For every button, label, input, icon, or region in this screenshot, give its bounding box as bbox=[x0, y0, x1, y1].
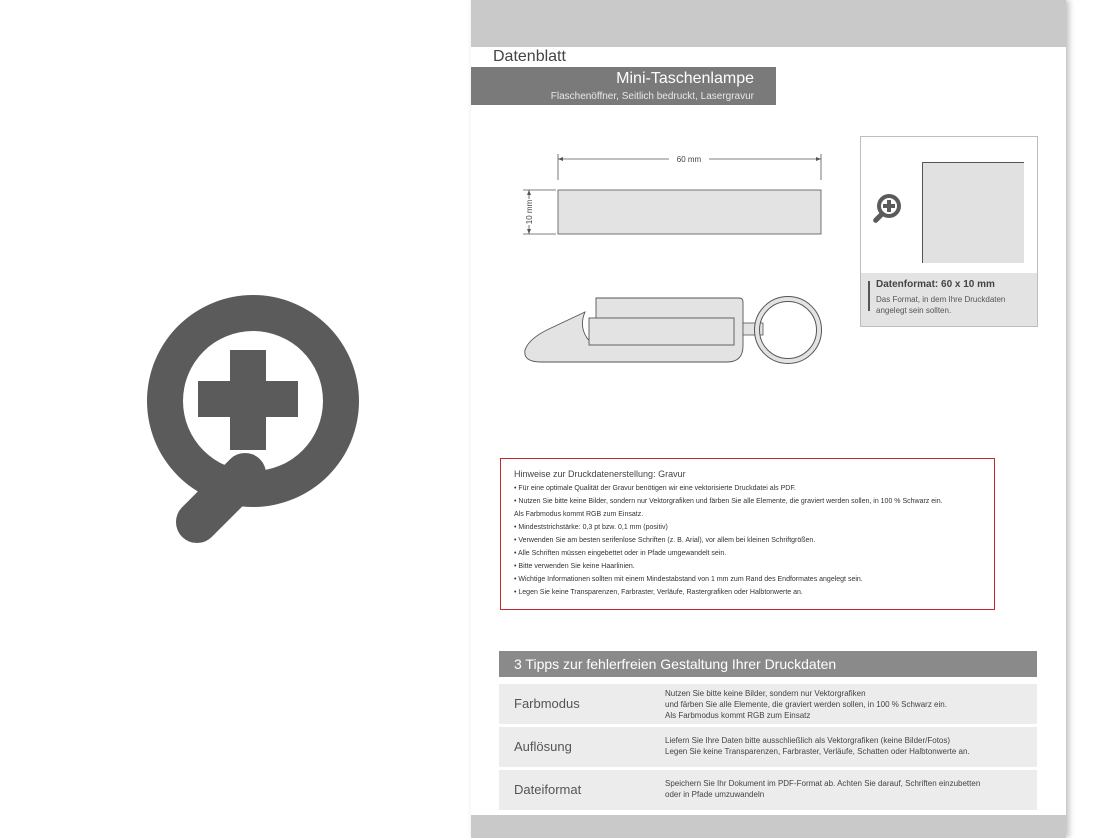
product-subtitle: Flaschenöffner, Seitlich bedruckt, Lasergravur bbox=[550, 91, 754, 102]
tip-label: Auflösung bbox=[514, 739, 572, 754]
format-preview-rect bbox=[922, 162, 1024, 263]
format-description: Das Format, in dem Ihre Druckdaten angelegt sein sollten. bbox=[876, 295, 1006, 315]
height-dimension-label: 10 mm bbox=[525, 199, 534, 225]
product-title: Mini-Taschenlampe bbox=[616, 70, 754, 87]
tip-row-farbmodus bbox=[499, 684, 1037, 724]
data-format-box bbox=[860, 136, 1038, 327]
product-drawing bbox=[521, 150, 851, 380]
hint-item: • Alle Schriften müssen eingebettet oder in Pfade umgewandelt sein. bbox=[514, 550, 727, 557]
format-title: Datenformat: 60 x 10 mm bbox=[876, 279, 995, 290]
hints-title: Hinweise zur Druckdatenerstellung: Gravur bbox=[514, 469, 686, 479]
hint-item: • Nutzen Sie bitte keine Bilder, sondern nur Vektorgrafiken und färben Sie alle Elemente, die graviert werden sollen, in 100 % Schwarz ein. bbox=[514, 498, 943, 505]
tip-row-aufloesung bbox=[499, 727, 1037, 767]
engraving-hints-box bbox=[500, 458, 995, 610]
hint-item: • Für eine optimale Qualität der Gravur benötigen wir eine vektorisierte Druckdatei als PDF. bbox=[514, 485, 796, 492]
sheet-footer-band bbox=[471, 815, 1066, 838]
format-preview-area bbox=[861, 137, 1037, 273]
tips-heading: 3 Tipps zur fehlerfreien Gestaltung Ihrer Druckdaten bbox=[499, 651, 1037, 677]
tip-row-dateiformat bbox=[499, 770, 1037, 810]
title-bar bbox=[471, 67, 776, 105]
hint-item: Als Farbmodus kommt RGB zum Einsatz. bbox=[514, 511, 644, 518]
sheet-header-band bbox=[471, 0, 1066, 47]
hint-item: • Bitte verwenden Sie keine Haarlinien. bbox=[514, 563, 635, 570]
tip-label: Dateiformat bbox=[514, 782, 582, 797]
hint-item: • Wichtige Informationen sollten mit einem Mindestabstand von 1 mm zum Rand des Endformates angelegt sein. bbox=[514, 576, 863, 583]
tip-label: Farbmodus bbox=[514, 696, 580, 711]
datenblatt-tab: Datenblatt bbox=[471, 47, 591, 67]
flashlight-print-area bbox=[589, 318, 734, 345]
width-dimension-label: 60 mm bbox=[676, 155, 702, 164]
hint-item: • Mindeststrichstärke: 0,3 pt bzw. 0,1 mm (positiv) bbox=[514, 524, 668, 531]
hint-item: • Legen Sie keine Transparenzen, Farbraster, Verläufe, Rastergrafiken oder Halbtonwerte an. bbox=[514, 589, 803, 596]
hints-list bbox=[514, 482, 981, 599]
tip-text: Speichern Sie Ihr Dokument im PDF-Format ab. Achten Sie darauf, Schriften einzubetten oder in Pfade umzuwandeln bbox=[665, 779, 981, 799]
print-area bbox=[558, 190, 821, 234]
zoom-in-icon[interactable] bbox=[872, 193, 902, 223]
zoom-in-icon[interactable] bbox=[105, 293, 360, 548]
tip-text: Liefern Sie Ihre Daten bitte ausschließlich als Vektorgrafiken (keine Bilder/Fotos) Legen Sie keine Transparenzen, Farbraster, Verläufe, Schatten oder Halbtonwerte an. bbox=[665, 736, 970, 756]
format-info bbox=[861, 273, 1037, 326]
hint-item: • Verwenden Sie am besten serifenlose Schriften (z. B. Arial), vor allem bei kleinen Schriftgrößen. bbox=[514, 537, 816, 544]
tip-text: Nutzen Sie bitte keine Bilder, sondern nur Vektorgrafiken und färben Sie alle Elemente, die graviert werden sollen, in 100 % Schwarz ein. Als Farbmodus kommt RGB zum Einsatz bbox=[665, 689, 947, 720]
data-sheet bbox=[471, 0, 1066, 838]
